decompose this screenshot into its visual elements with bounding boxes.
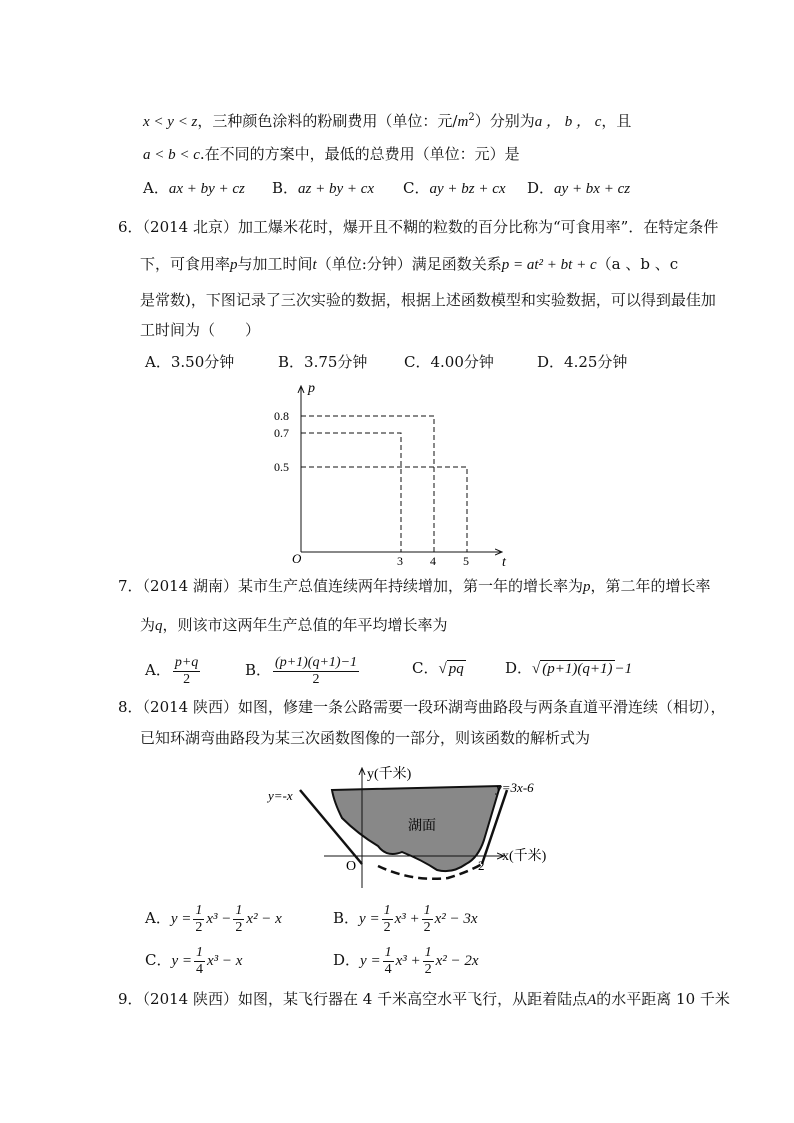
q6-var-p: p [230,257,238,273]
option-label: D． [537,353,565,371]
q6-option-b[interactable] [278,352,367,372]
q6-xtick-4: 4 [430,554,436,568]
q6-dash-0.8 [301,416,434,552]
fraction-numerator: 1 [235,902,243,918]
option-label: D． [333,951,361,969]
q8-lake-label: 湖面 [408,819,436,834]
option-label: A． [145,909,171,927]
option-lead: y = [359,911,380,927]
q6-dash-0.7 [301,433,401,552]
q7-text-1b: ，第二年的增长率 [590,577,711,595]
radicand: (p+1)(q+1) [542,661,613,677]
q5-line2 [143,144,520,165]
option-lead: y = [360,953,381,969]
option-label: B． [245,661,272,679]
option-expression: az + by + cx [298,181,375,197]
option-term: x² − 2x [435,953,479,969]
question-source: （2014 北京） [142,218,238,236]
q7-text-2b: ，则该市这两年生产总值的年平均增长率为 [162,616,448,634]
fraction-denominator: 2 [195,919,203,935]
q8-text-1: 如图，修建一条公路需要一段环湖弯曲路段与两条直道平滑连续（相切）， [238,698,726,716]
question-source: （2014 陕西） [142,698,238,716]
fraction-denominator: 2 [235,919,243,935]
q8-line2: 已知环湖弯曲路段为某三次函数图像的一部分，则该函数的解析式为 [140,729,591,747]
q6-line1 [118,217,718,237]
q6-line3: 是常数)，下图记录了三次实验的数据，根据上述函数模型和实验数据，可以得到最佳加 [140,291,716,309]
fraction-numerator: 1 [424,944,432,960]
q5-option-c[interactable] [403,178,506,199]
q6-option-d[interactable] [537,352,627,372]
q7-option-a[interactable] [145,650,202,690]
option-text: 4.25分钟 [564,353,628,371]
q5-unit: m [457,114,469,130]
question-number: 6． [118,218,143,236]
option-text: 4.00分钟 [430,353,494,371]
q5-option-a[interactable] [143,178,245,199]
q6-xtick-5: 5 [463,554,469,568]
q5-text-cost: ，三种颜色涂料的粉刷费用（单位：元/ [197,112,458,130]
q7-line2 [140,615,448,636]
fraction-denominator: 2 [183,671,191,687]
option-lead: y = [170,911,192,927]
option-term: x³ + [395,953,421,969]
q5-text-and: ，且 [601,112,632,130]
q6-text-2c: （单位:分钟）满足函数关系 [316,255,502,273]
q9-text-1a: 如图，某飞行器在 4 千米高空水平飞行，从距着陆点 [238,990,588,1008]
option-label: C． [412,659,439,677]
q5-option-d[interactable] [527,178,630,199]
option-text: 3.50分钟 [170,353,235,371]
q8-x-tick-2: 2 [478,858,485,873]
q8-right-line-label: y=3x-6 [496,780,534,795]
fraction [423,945,434,978]
q6-ytick-0.5: 0.5 [274,460,289,474]
fraction-denominator: 4 [384,961,392,977]
option-term: x² − 3x [434,911,478,927]
q6-y-label: p [308,381,315,396]
option-lead: y = [171,953,193,969]
fraction-numerator: p+q [174,654,199,670]
option-label: A． [145,353,171,371]
fraction-denominator: 4 [196,961,204,977]
fraction-numerator: 1 [384,944,392,960]
question-number: 7． [118,577,143,595]
option-label: D． [505,659,533,677]
q6-dash-0.5 [301,467,467,552]
fraction-denominator: 2 [383,919,391,935]
option-label: D． [527,179,555,197]
fraction-numerator: (p+1)(q+1)−1 [275,654,358,670]
option-expression: ay + bx + cz [554,181,631,197]
question-source: （2014 陕西） [142,990,238,1008]
q6-formula: p = at² + bt + c [501,257,597,273]
q6-text-2b: 与加工时间 [237,255,313,273]
q8-line1 [118,697,726,717]
q7-option-b[interactable] [245,650,361,690]
question-number: 9． [118,990,143,1008]
q6-x-label: t [502,555,506,568]
fraction [194,945,205,978]
option-label: B． [272,179,299,197]
option-label: B． [333,909,360,927]
question-number: 8． [118,698,143,716]
q7-var-p: p [583,579,591,595]
q5-text-respectively: ）分别为 [474,112,535,130]
radicand: pq [448,661,464,677]
q6-ytick-0.8: 0.8 [274,409,289,423]
option-label: A． [143,179,169,197]
fraction [383,945,394,978]
q5-vars-abc: a ， b ， c [534,114,602,130]
q8-origin: O [346,859,357,874]
q7-option-c[interactable] [412,658,466,679]
q7-option-b-fraction [273,655,359,688]
q8-left-line-label: y=-x [268,788,293,803]
option-label: B． [278,353,305,371]
q8-graph [262,760,562,895]
q5-text-minimum: .在不同的方案中，最低的总费用（单位：元）是 [199,145,520,163]
fraction-denominator: 2 [424,961,432,977]
fraction-numerator: 1 [423,902,431,918]
fraction-numerator: 1 [195,902,203,918]
fraction [193,903,204,936]
q7-option-d-sqrt: √ (p+1)(q+1) [532,661,613,677]
q8-option-a[interactable] [145,900,282,937]
q7-option-d-tail: −1 [614,661,633,677]
q6-line2 [140,254,678,275]
q6-ytick-0.7: 0.7 [274,426,289,440]
q5-line1 [143,108,631,132]
q7-option-a-fraction [173,655,200,688]
fraction-denominator: 2 [423,919,431,935]
fraction-denominator: 2 [312,671,320,687]
q6-var-t: t [312,257,317,273]
q9-text-1b: 的水平距离 10 千米 [596,990,730,1008]
q8-x-axis-label: x(千米) [502,849,547,864]
q7-var-q: q [155,618,163,634]
q6-line4: 工时间为（ ） [140,321,261,339]
option-label: C． [145,951,172,969]
option-term: x² − x [246,911,282,927]
option-text: 3.75分钟 [304,353,368,371]
q6-graph [270,378,520,568]
option-label: A． [145,661,171,679]
q8-option-c[interactable] [145,942,242,979]
fraction [422,903,433,936]
question-source: （2014 湖南） [142,577,238,595]
q8-option-d[interactable] [333,942,479,979]
q5-option-b[interactable] [272,178,374,199]
q6-option-c[interactable] [404,352,494,372]
q6-option-a[interactable] [145,352,234,372]
q7-option-c-sqrt: √ pq [438,661,464,677]
q7-text-2a: 为 [140,616,156,634]
fraction [382,903,393,936]
fraction-numerator: 1 [196,944,204,960]
option-label: C． [403,179,430,197]
q5-inequality-xyz: x < y < z [143,114,198,130]
q6-text-2d: （a 、b 、c [596,255,679,273]
fraction [233,903,244,936]
q8-y-axis-label: y(千米) [367,767,412,782]
option-term: x³ + [394,911,420,927]
q5-unit-exponent: 2 [468,112,475,123]
fraction-numerator: 1 [383,902,391,918]
q9-line1 [118,989,730,1010]
q6-text-2a: 下，可食用率 [140,255,231,273]
q7-option-d[interactable] [505,658,632,679]
q6-xtick-3: 3 [397,554,403,568]
q9-point-a: A [587,992,597,1008]
option-label: C． [404,353,431,371]
option-expression: ax + by + cz [168,181,245,197]
q8-option-b[interactable] [333,900,478,937]
q6-text-1: 加工爆米花时，爆开且不糊的粒数的百分比称为“可食用率”．在特定条件 [238,218,719,236]
option-term: x³ − x [207,953,243,969]
q5-inequality-abc: a < b < c [143,147,200,163]
q7-text-1a: 某市生产总值连续两年持续增加，第一年的增长率为 [238,577,584,595]
option-expression: ay + bz + cx [429,181,506,197]
q6-origin: O [292,551,302,566]
q7-line1 [118,576,711,597]
option-term: x³ − [206,911,232,927]
